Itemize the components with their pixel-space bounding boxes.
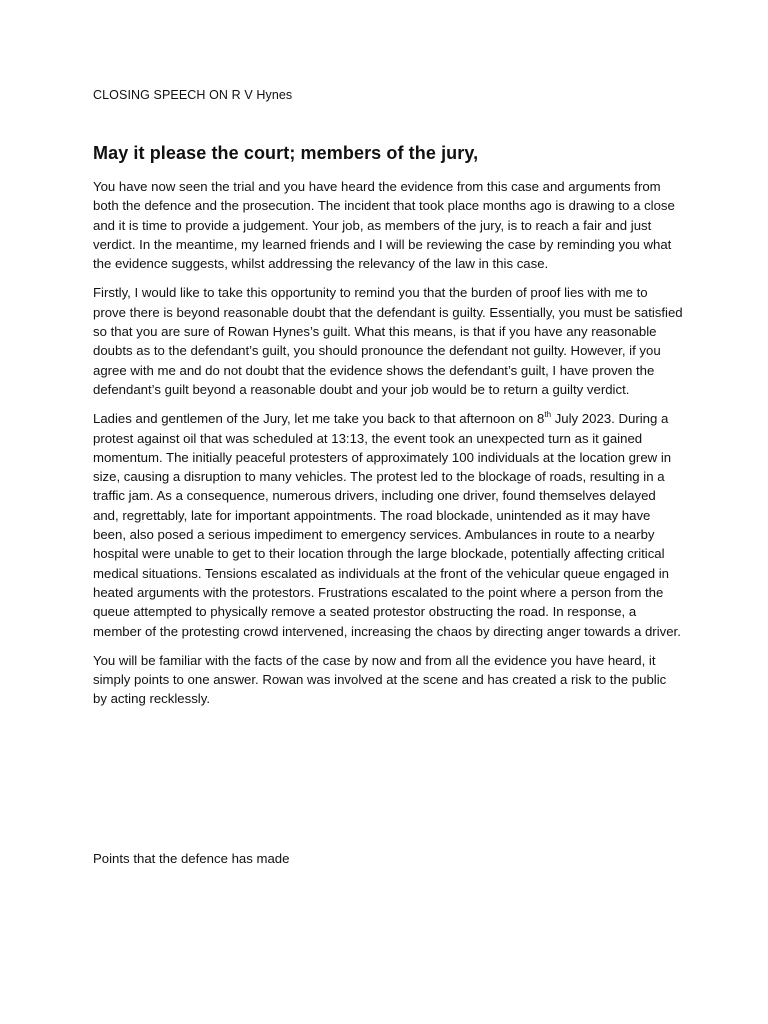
ordinal-suffix: th — [544, 409, 552, 419]
speech-body — [93, 177, 683, 719]
salutation-heading: May it please the court; members of the jury, — [93, 143, 479, 163]
paragraph-burden-of-proof: Firstly, I would like to take this opportunity to remind you that the burden of proof lies with me to prove there is beyond reasonable doubt that the defendant is guilty. Essentially, you must be satisfied so that you are sure of Rowan Hynes’s guilt. What this means, is that if you have any reasonable doubts as to the defendant’s guilt, you should pronounce the defendant not guilty. However, if you agree with me and do not doubt that the evidence shows the defendant’s guilt, I have proven the defendant’s guilt beyond a reasonable doubt and your job would be to return a guilty verdict. — [93, 285, 683, 397]
paragraph-facts — [93, 409, 683, 641]
paragraph-conclusion: You will be familiar with the facts of the case by now and from all the evidence you have heard, it simply points to one answer. Rowan was involved at the scene and has created a risk to the public by acting recklessly. — [93, 652, 667, 707]
defence-points-label: Points that the defence has made — [93, 851, 290, 866]
paragraph-intro: You have now seen the trial and you have heard the evidence from this case and arguments from both the defence and the prosecution. The incident that took place months ago is drawing to a close and it is time to provide a judgement. Your job, as members of the jury, is to reach a fair and just verdict. In the meantime, my learned friends and I will be reviewing the case by reminding you what the evidence suggests, whilst addressing the relevancy of the law in this case. — [93, 179, 675, 272]
paragraph-facts-text-start: Ladies and gentlemen of the Jury, let me take you back to that afternoon on 8 — [93, 411, 545, 427]
document-header: CLOSING SPEECH ON R V Hynes — [93, 88, 293, 102]
paragraph-facts-text-end: July 2023. During a protest against oil that was scheduled at 13:13, the event took an unexpected turn as it gained momentum. The initially peaceful protesters of approximately 100 individuals at the location grew in size, causing a disruption to many vehicles. The protest led to the blockage of roads, resulting in a traffic jam. As a consequence, numerous drivers, including one driver, found themselves delayed and, regrettably, late for important appointments. The road blockade, unintended as it may have been, also posed a serious impediment to emergency services. Ambulances in route to a nearby hospital were unable to get to their location through the large blockade, potentially affecting critical medical situations. Tensions escalated as individuals at the front of the vehicular queue engaged in heated arguments with the protestors. Frustrations escalated to the point where a person from the queue attempted to physically remove a seated protestor obstructing the road. In response, a member of the protesting crowd intervened, increasing the chaos by directing anger towards a driver. — [93, 411, 681, 639]
